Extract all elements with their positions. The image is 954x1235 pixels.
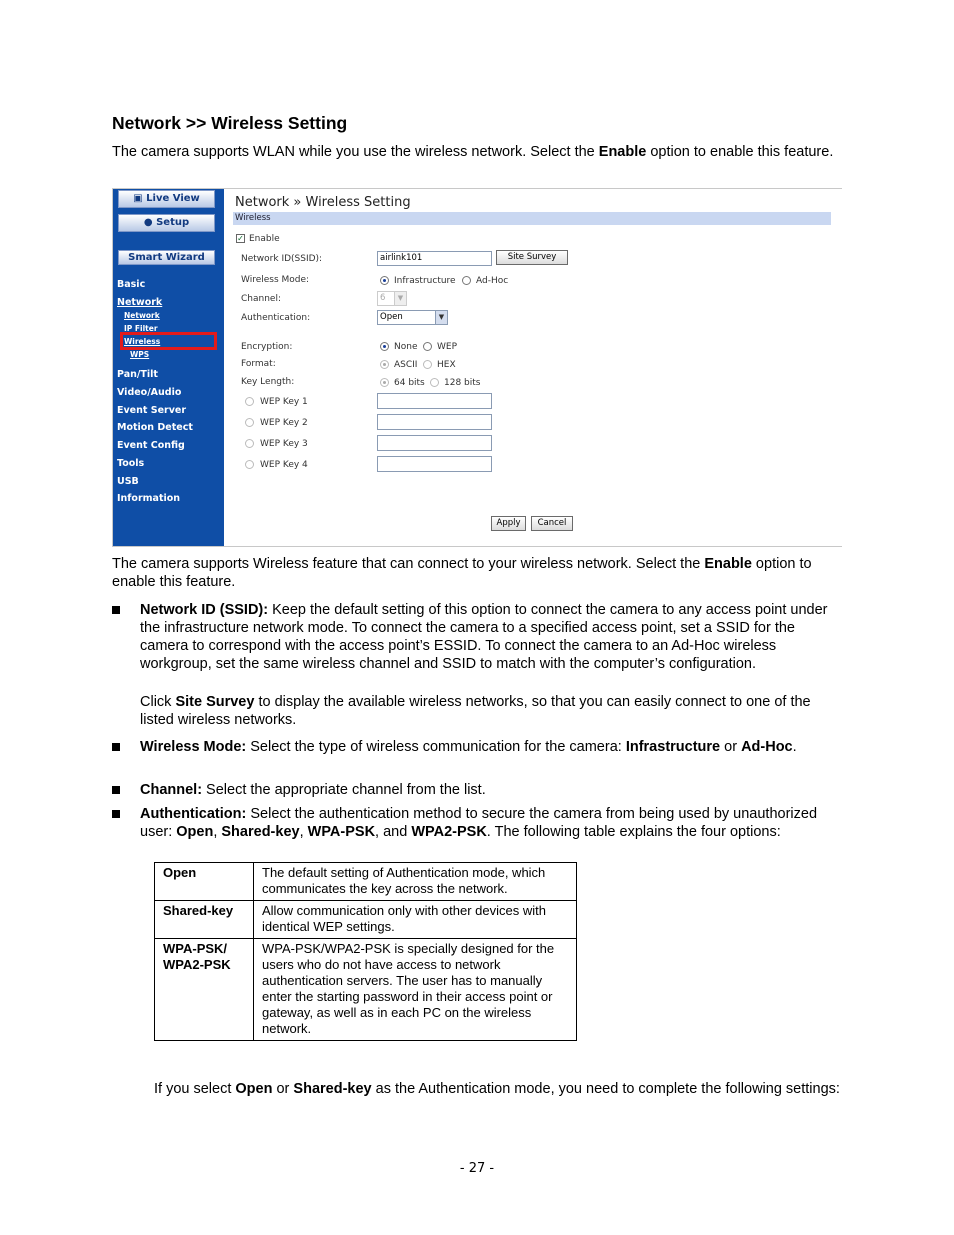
bullet-ssid-click-text: Click Site Survey to display the available wireless networks, so that you can easily connect to one of the listed wireless networks. <box>140 694 811 728</box>
format-hex-label: HEX <box>437 360 456 370</box>
wireless-highlight-box <box>120 332 217 350</box>
wep-key2-input[interactable] <box>377 414 492 430</box>
nav-sub-ip-filter[interactable]: IP Filter <box>124 324 158 333</box>
camera-icon: ▣ <box>133 193 147 204</box>
infrastructure-radio[interactable] <box>380 276 389 285</box>
table-desc-cell: Allow communication only with other devices with identical WEP settings. <box>254 901 577 939</box>
authentication-select[interactable]: Open ▼ <box>377 310 448 325</box>
channel-label: Channel: <box>241 294 281 304</box>
bullet-authentication <box>112 805 842 861</box>
bullet-channel <box>112 781 842 801</box>
table-desc-cell: WPA-PSK/WPA2-PSK is specially designed for the users who do not have access to network authentication servers. The user has to manually enter the starting password in their access point or gateway, as well as in each PC on the wireless network. <box>254 939 577 1041</box>
encryption-none-label: None <box>394 342 418 352</box>
camera-sidebar <box>113 189 224 546</box>
bullet-mode-text: Wireless Mode: Select the type of wireless communication for the camera: Infrastructure or Ad-Hoc. <box>140 739 797 755</box>
encryption-none-radio[interactable] <box>380 342 389 351</box>
nav-information[interactable]: Information <box>117 493 181 504</box>
bullet-square-icon <box>112 743 120 751</box>
keylen-64-label: 64 bits <box>394 378 425 388</box>
wep-key1-radio[interactable] <box>245 397 254 406</box>
nav-sub-network[interactable]: Network <box>124 311 160 320</box>
nav-event-server[interactable]: Event Server <box>117 405 187 416</box>
keylen-128-label: 128 bits <box>444 378 481 388</box>
enable-label: Enable <box>249 234 280 244</box>
wep-key4-radio[interactable] <box>245 460 254 469</box>
bullet-ssid-text: Network ID (SSID): Keep the default setting of this option to connect the camera to any access point under the infrastructure network mode. To connect the camera to a specified access point, set a SSID for the camera to correspond with the access point’s ESSID. To connect the camera to an Ad-Hoc wireless workgroup, set the same wireless channel and SSID to match with the computer’s configuration. <box>140 602 828 672</box>
format-ascii-label: ASCII <box>394 360 418 370</box>
format-hex-radio[interactable] <box>423 360 432 369</box>
setup-button[interactable]: ● Setup <box>118 214 215 232</box>
wep-key4-label: WEP Key 4 <box>260 460 308 470</box>
table-desc-cell: The default setting of Authentication mode, which communicates the key across the network. <box>254 863 577 901</box>
authentication-table <box>154 862 577 1041</box>
nav-pan-tilt[interactable]: Pan/Tilt <box>117 369 158 380</box>
channel-select[interactable]: 6 ▼ <box>377 291 407 306</box>
adhoc-radio[interactable] <box>462 276 471 285</box>
keylen-64-radio[interactable] <box>380 378 389 387</box>
bullet-wireless-mode <box>112 738 842 778</box>
section-bar: Wireless <box>233 212 831 225</box>
encryption-label: Encryption: <box>241 342 293 352</box>
chevron-down-icon: ▼ <box>394 292 406 305</box>
nav-network[interactable]: Network <box>117 297 163 308</box>
wireless-mode-label: Wireless Mode: <box>241 275 310 285</box>
bullet-square-icon <box>112 810 120 818</box>
intro-paragraph: The camera supports WLAN while you use the wireless network. Select the Enable option to enable this feature. <box>112 144 834 160</box>
wep-key2-radio[interactable] <box>245 418 254 427</box>
keylen-128-radio[interactable] <box>430 378 439 387</box>
format-ascii-radio[interactable] <box>380 360 389 369</box>
table-row <box>155 939 577 1041</box>
nav-motion-detect[interactable]: Motion Detect <box>117 422 193 433</box>
table-row <box>155 901 577 939</box>
enable-checkbox[interactable]: ✓ <box>237 234 244 243</box>
bullet-auth-text: Authentication: Select the authentication method to secure the camera from being used by unauthorized user: Open, Shared-key, WPA-PSK, and WPA2-PSK. The following table explains the four options: <box>140 806 818 840</box>
key-length-label: Key Length: <box>241 377 295 387</box>
encryption-wep-radio[interactable] <box>423 342 432 351</box>
wep-key1-label: WEP Key 1 <box>260 397 308 407</box>
nav-sub-wps[interactable]: WPS <box>130 350 150 359</box>
panel-title: Network » Wireless Setting <box>235 195 411 210</box>
ssid-label: Network ID(SSID): <box>241 254 323 264</box>
wep-key2-label: WEP Key 2 <box>260 418 308 428</box>
authentication-label: Authentication: <box>241 313 311 323</box>
bullet-square-icon <box>112 786 120 794</box>
ssid-input[interactable]: airlink101 <box>377 251 492 266</box>
site-survey-button[interactable]: Site Survey <box>496 250 568 265</box>
table-key-cell: Open <box>155 863 254 901</box>
section-heading: Network >> Wireless Setting <box>112 113 348 133</box>
smart-wizard-button[interactable]: Smart Wizard <box>118 250 215 265</box>
nav-sub-wireless[interactable]: Wireless <box>124 337 161 346</box>
wep-key1-input[interactable] <box>377 393 492 409</box>
encryption-wep-label: WEP <box>437 342 458 352</box>
wep-key3-input[interactable] <box>377 435 492 451</box>
wireless-paragraph: The camera supports Wireless feature that can connect to your wireless network. Select the Enable option to enable this feature. <box>112 556 812 590</box>
apply-button[interactable]: Apply <box>491 516 526 531</box>
nav-tools[interactable]: Tools <box>117 458 145 469</box>
setup-icon: ● <box>143 217 157 228</box>
bullet-channel-text: Channel: Select the appropriate channel from the list. <box>140 782 486 798</box>
format-label: Format: <box>241 359 276 369</box>
page-number: - 27 - <box>459 1161 495 1176</box>
bullet-ssid <box>112 601 842 731</box>
nav-video-audio[interactable]: Video/Audio <box>117 387 182 398</box>
table-key-cell: Shared-key <box>155 901 254 939</box>
settings-panel <box>225 189 842 546</box>
wireless-setting-screenshot <box>112 188 842 547</box>
wep-key3-label: WEP Key 3 <box>260 439 308 449</box>
nav-usb[interactable]: USB <box>117 476 139 487</box>
table-row <box>155 863 577 901</box>
chevron-down-icon: ▼ <box>435 311 447 324</box>
adhoc-label: Ad-Hoc <box>476 276 509 286</box>
nav-basic[interactable]: Basic <box>117 279 146 290</box>
live-view-button[interactable]: ▣ Live View <box>118 190 215 208</box>
cancel-button[interactable]: Cancel <box>531 516 573 531</box>
infrastructure-label: Infrastructure <box>394 276 456 286</box>
table-key-cell: WPA-PSK/ WPA2-PSK <box>155 939 254 1041</box>
wep-key3-radio[interactable] <box>245 439 254 448</box>
nav-event-config[interactable]: Event Config <box>117 440 185 451</box>
wep-key4-input[interactable] <box>377 456 492 472</box>
closing-paragraph: If you select Open or Shared-key as the Authentication mode, you need to complete the following settings: <box>154 1081 840 1097</box>
bullet-square-icon <box>112 606 120 614</box>
